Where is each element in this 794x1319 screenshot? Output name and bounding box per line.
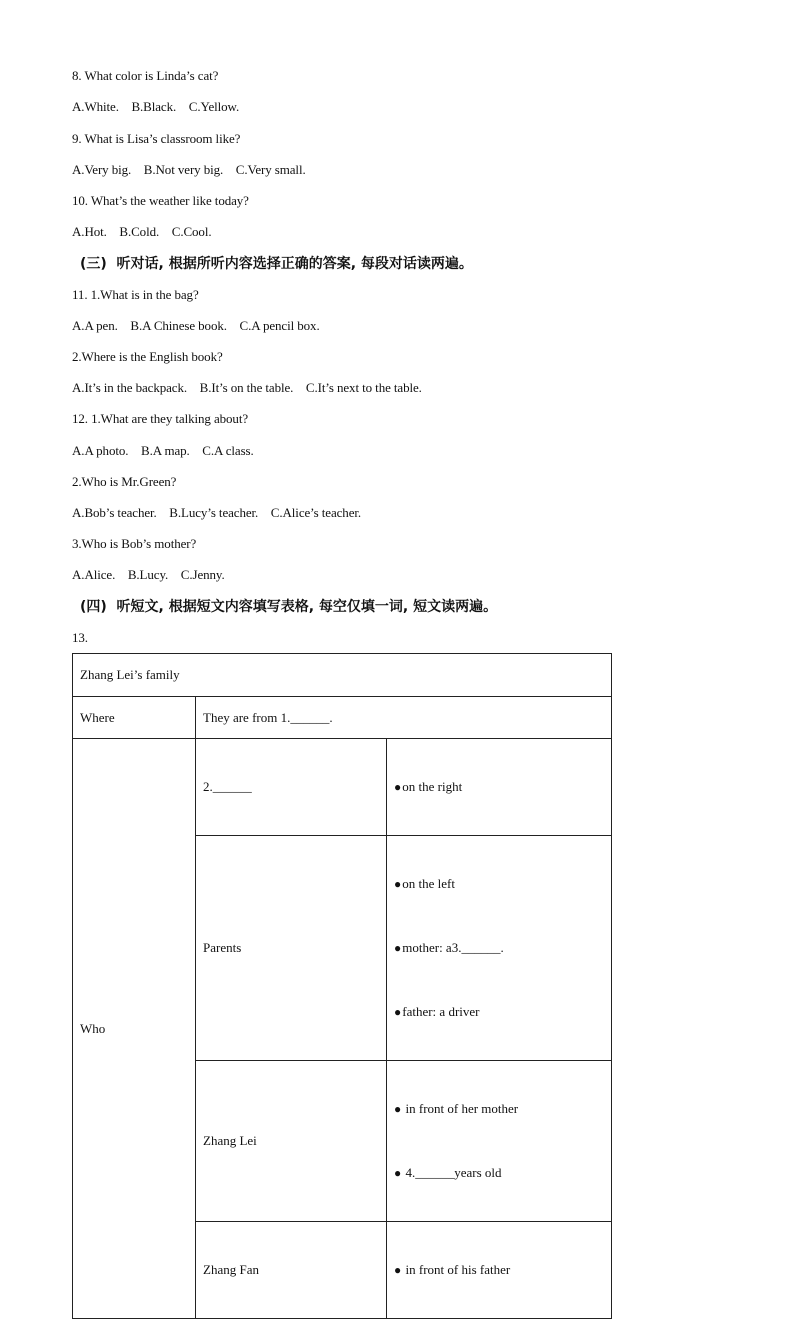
section-3-heading: (三) 听对话, 根据所听内容选择正确的答案, 每段对话读两遍。: [80, 256, 473, 272]
member-details: [387, 1061, 612, 1222]
table-where-row: [73, 697, 612, 739]
bullet-icon: ●: [394, 1263, 402, 1277]
question-12-1-options: A.A photo. B.A map. C.A class.: [72, 443, 254, 458]
member-name: Zhang Fan: [196, 1222, 387, 1319]
bullet-icon: ●: [394, 1102, 402, 1116]
where-value: They are from 1.______.: [196, 697, 612, 739]
question-12-2: 2.Who is Mr.Green?: [72, 474, 177, 489]
member-detail: on the right: [402, 779, 463, 794]
question-10: 10. What’s the weather like today?: [72, 193, 249, 208]
bullet-icon: ●: [394, 941, 402, 955]
question-8-options: A.White. B.Black. C.Yellow.: [72, 99, 240, 114]
question-12-3-options: A.Alice. B.Lucy. C.Jenny.: [72, 567, 225, 582]
bullet-icon: ●: [394, 1166, 402, 1180]
table-row: [73, 739, 612, 836]
member-detail: in front of her mother: [402, 1101, 519, 1116]
question-11-1: 11. 1.What is in the bag?: [72, 287, 199, 302]
section-4-heading: (四) 听短文, 根据短文内容填写表格, 每空仅填一词, 短文读两遍。: [80, 599, 498, 615]
bullet-icon: ●: [394, 780, 402, 794]
question-11-2-options: A.It’s in the backpack. B.It’s on the table. C.It’s next to the table.: [72, 380, 422, 395]
where-label: Where: [73, 697, 196, 739]
member-name: Zhang Lei: [196, 1061, 387, 1222]
bullet-icon: ●: [394, 877, 402, 891]
member-detail: in front of his father: [402, 1262, 511, 1277]
question-11-2: 2.Where is the English book?: [72, 349, 223, 364]
who-label: Who: [73, 739, 196, 1319]
question-9: 9. What is Lisa’s classroom like?: [72, 131, 241, 146]
member-name: Parents: [196, 836, 387, 1061]
member-name: 2.______: [196, 739, 387, 836]
question-8: 8. What color is Linda’s cat?: [72, 68, 219, 83]
question-13-number: 13.: [72, 630, 88, 645]
member-detail: 4.______years old: [402, 1165, 502, 1180]
question-11-1-options: A.A pen. B.A Chinese book. C.A pencil box.: [72, 318, 320, 333]
member-details: [387, 739, 612, 836]
question-12-1: 12. 1.What are they talking about?: [72, 411, 249, 426]
member-detail: mother: a3.______.: [402, 940, 504, 955]
member-details: [387, 836, 612, 1061]
question-12-2-options: A.Bob’s teacher. B.Lucy’s teacher. C.Alice’s teacher.: [72, 505, 362, 520]
question-12-3: 3.Who is Bob’s mother?: [72, 536, 197, 551]
member-detail: father: a driver: [402, 1004, 480, 1019]
question-9-options: A.Very big. B.Not very big. C.Very small.: [72, 162, 306, 177]
family-table: [72, 653, 612, 1319]
member-detail: on the left: [402, 876, 455, 891]
member-details: [387, 1222, 612, 1319]
question-10-options: A.Hot. B.Cold. C.Cool.: [72, 224, 212, 239]
bullet-icon: ●: [394, 1005, 402, 1019]
table-title: Zhang Lei’s family: [73, 654, 612, 697]
table-title-row: [73, 654, 612, 697]
